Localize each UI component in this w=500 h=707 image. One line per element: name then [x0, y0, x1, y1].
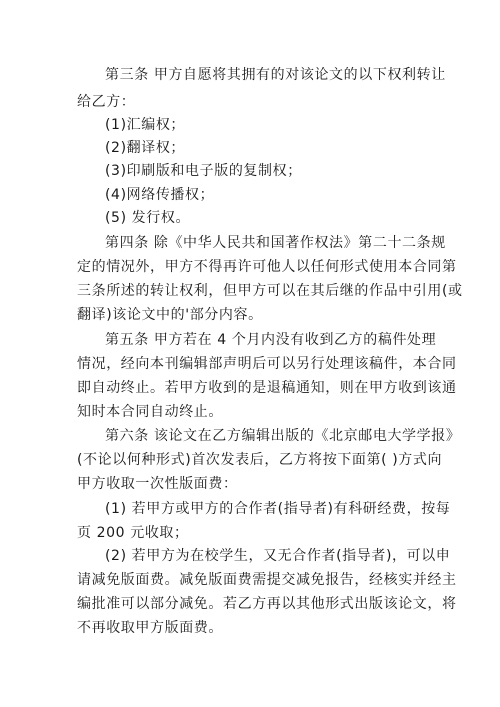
text-line: 情况，经向本刊编辑部声明后可以另行处理该稿件，本合同: [77, 356, 457, 372]
text-line: (不论以何种形式)首次发表后，乙方将按下面第( )方式向: [77, 452, 443, 468]
list-item: (1) 若甲方或甲方的合作者(指导者)有科研经费，按每: [105, 501, 451, 517]
text-line: 第五条 甲方若在 4 个月内没有收到乙方的稿件处理: [105, 332, 437, 348]
text-line: 编批准可以部分减免。若乙方再以其他形式出版该论文，将: [77, 596, 457, 612]
list-item: (1)汇编权；: [105, 117, 186, 133]
text-line: 甲方收取一次性版面费：: [77, 476, 238, 492]
text-line: 第三条 甲方自愿将其拥有的对该论文的以下权利转让: [105, 67, 446, 83]
text-line: 请减免版面费。减免版面费需提交减免报告，经核实并经主: [77, 572, 457, 588]
text-line: 给乙方：: [77, 94, 136, 110]
text-line: 页 200 元收取；: [77, 525, 189, 541]
text-line: 第四条 除《中华人民共和国著作权法》第二十二条规: [105, 235, 446, 251]
text-line: 定的情况外，甲方不得再许可他人以任何形式使用本合同第: [77, 259, 457, 275]
text-line: 即自动终止。若甲方收到的是退稿通知，则在甲方收到该通: [77, 380, 457, 396]
list-item: (5) 发行权。: [105, 210, 191, 226]
list-item: (2)翻译权；: [105, 140, 186, 156]
text-line: 翻译)该论文中的'部分内容。: [77, 307, 263, 323]
text-line: 不再收取甲方版面费。: [77, 620, 223, 636]
list-item: (4)网络传播权；: [105, 187, 215, 203]
text-line: 知时本合同自动终止。: [77, 404, 223, 420]
list-item: (3)印刷版和电子版的复制权；: [105, 163, 302, 179]
text-line: 三条所述的转让权利，但甲方可以在其后继的作品中引用(或: [77, 283, 463, 299]
list-item: (2) 若甲方为在校学生，又无合作者(指导者)，可以申: [105, 548, 451, 564]
text-line: 第六条 该论文在乙方编辑出版的《北京邮电大学学报》: [105, 428, 461, 444]
